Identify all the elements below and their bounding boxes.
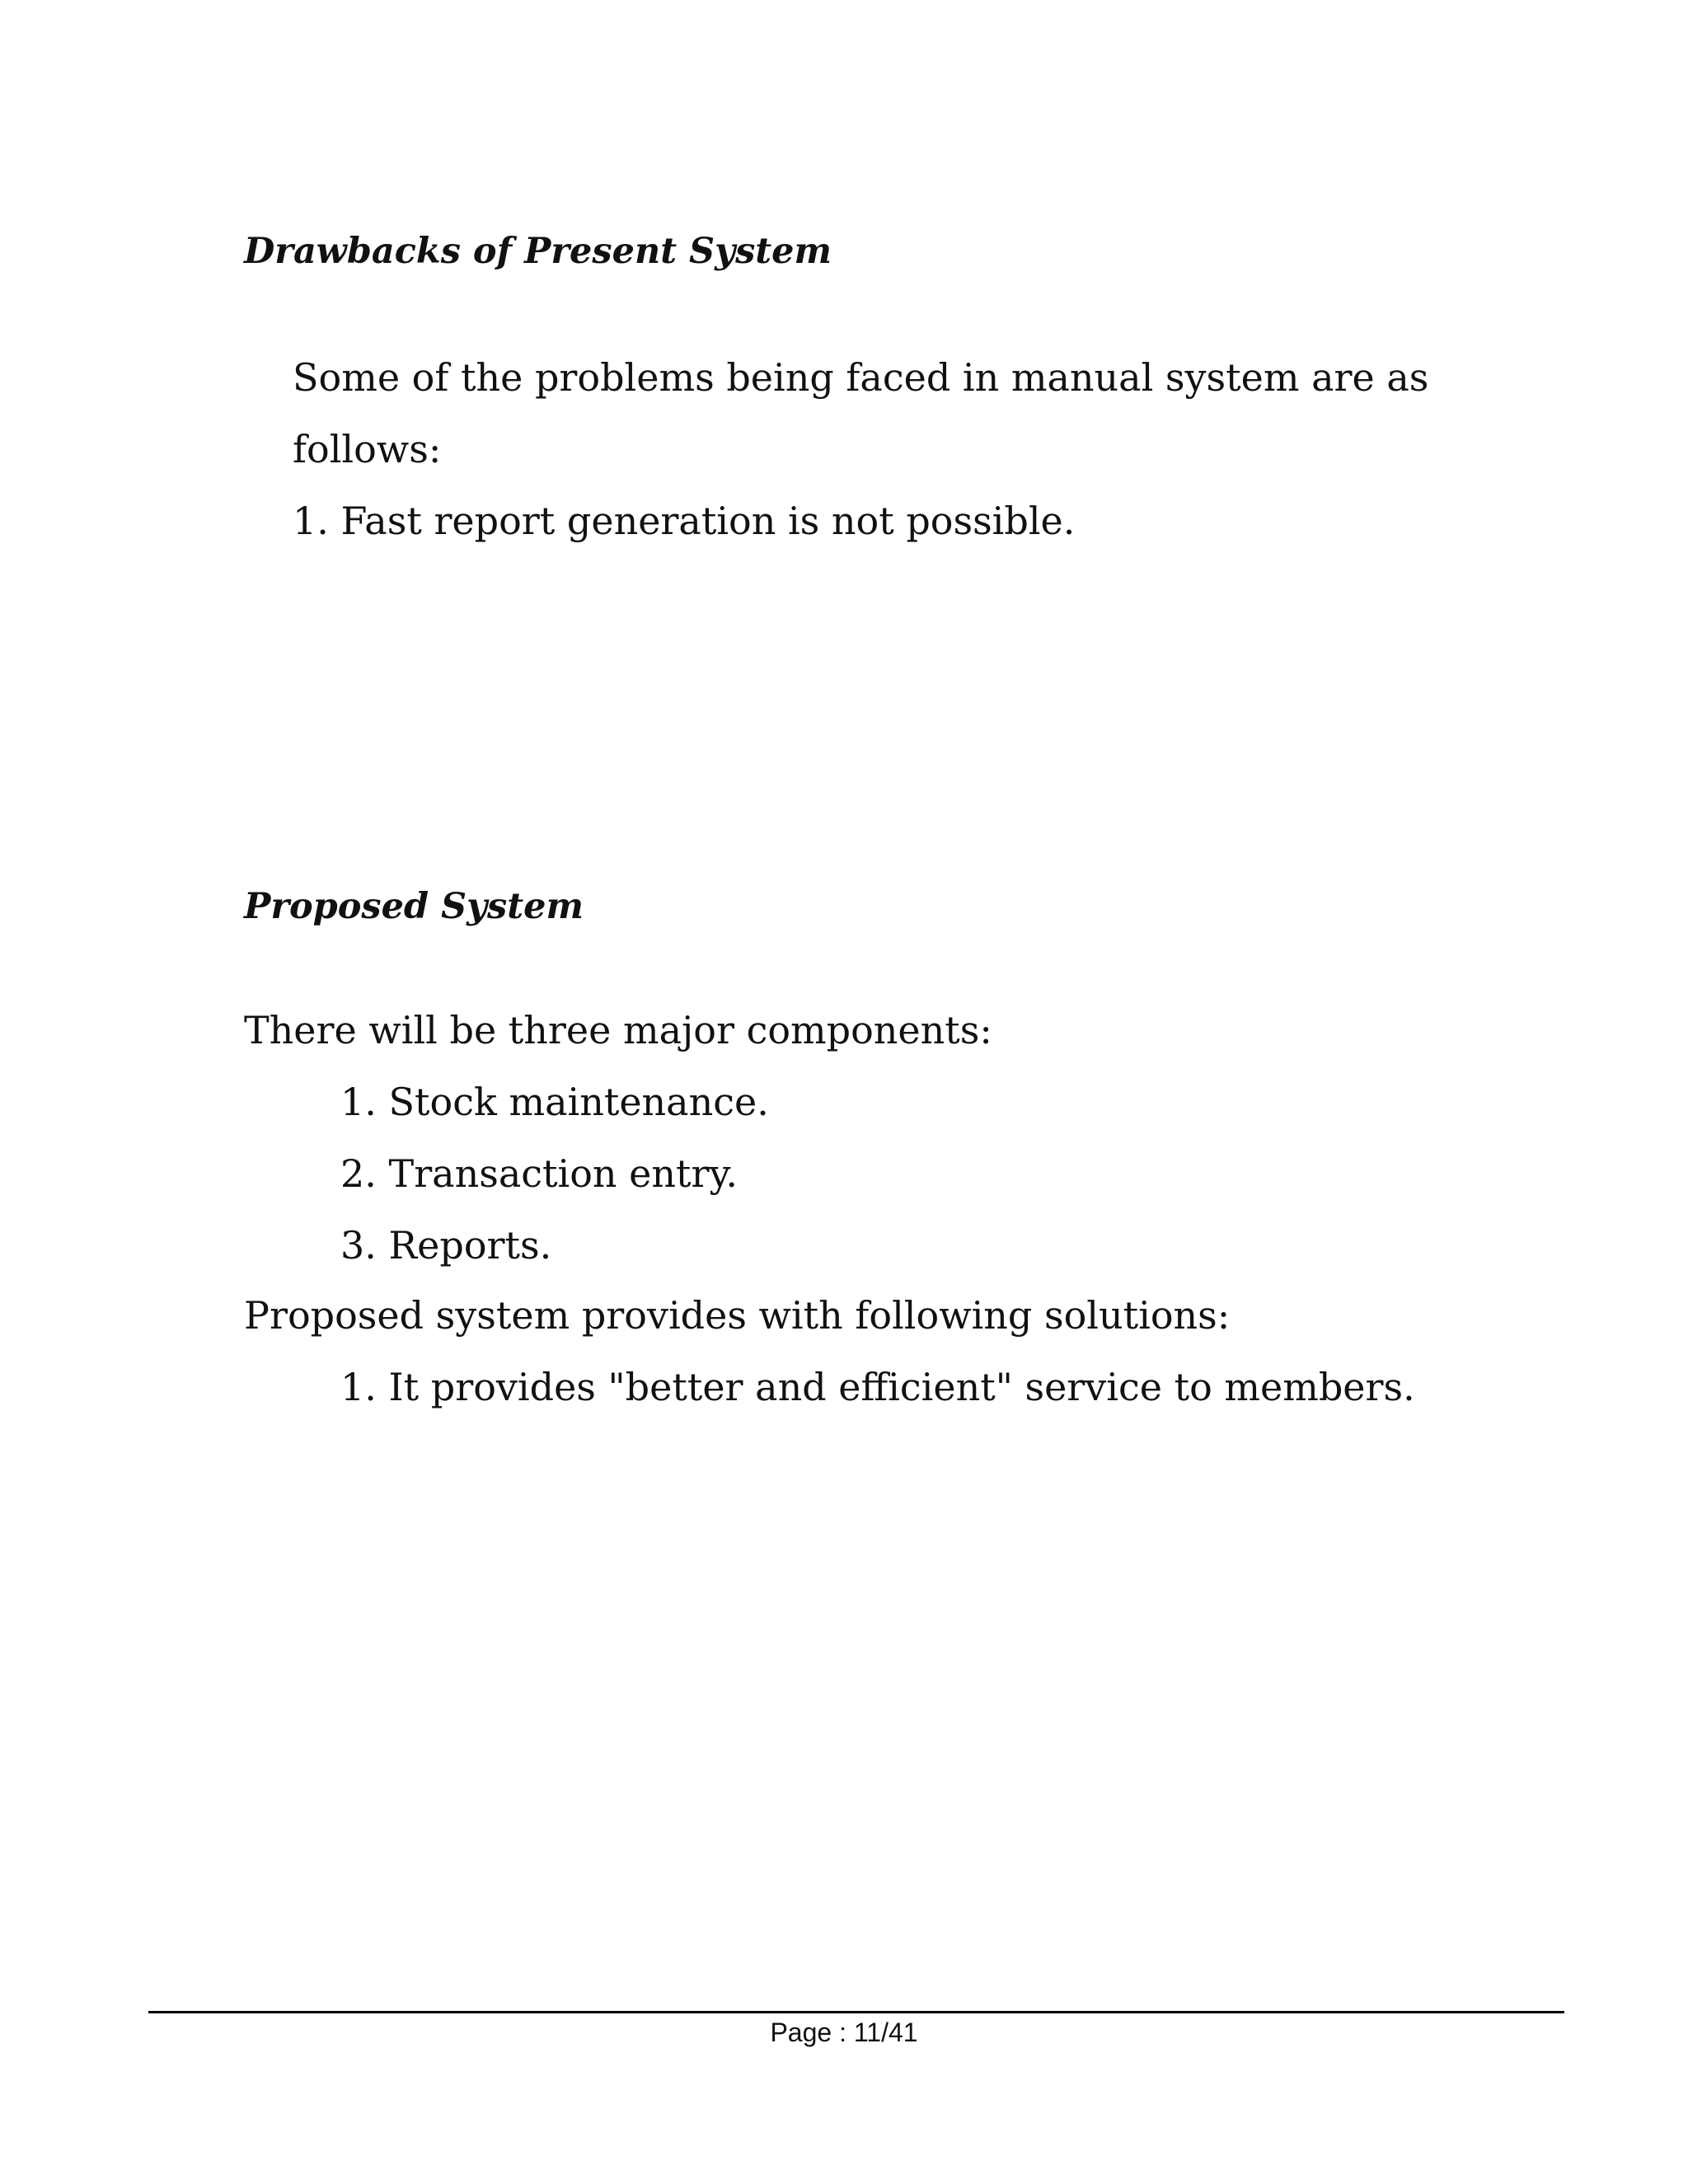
drawbacks-list-item: 1. Fast report generation is not possible. [293, 499, 1076, 543]
proposed-system-heading: Proposed System [244, 886, 584, 927]
component-list-item: 1. Stock maintenance. [340, 1080, 769, 1124]
drawbacks-heading: Drawbacks of Present System [244, 231, 832, 272]
solution-list-item: 1. It provides "better and efficient" service to members. [340, 1365, 1415, 1409]
solutions-intro: Proposed system provides with following solutions: [244, 1293, 1231, 1338]
component-list-item: 3. Reports. [340, 1223, 552, 1268]
drawbacks-intro-line-2: follows: [293, 427, 442, 471]
proposed-intro: There will be three major components: [244, 1008, 992, 1052]
component-list-item: 2. Transaction entry. [340, 1151, 738, 1196]
footer-divider [148, 2011, 1564, 2013]
page-number: Page : 11/41 [770, 2018, 918, 2047]
drawbacks-intro-line-1: Some of the problems being faced in manual system are as [293, 355, 1429, 400]
